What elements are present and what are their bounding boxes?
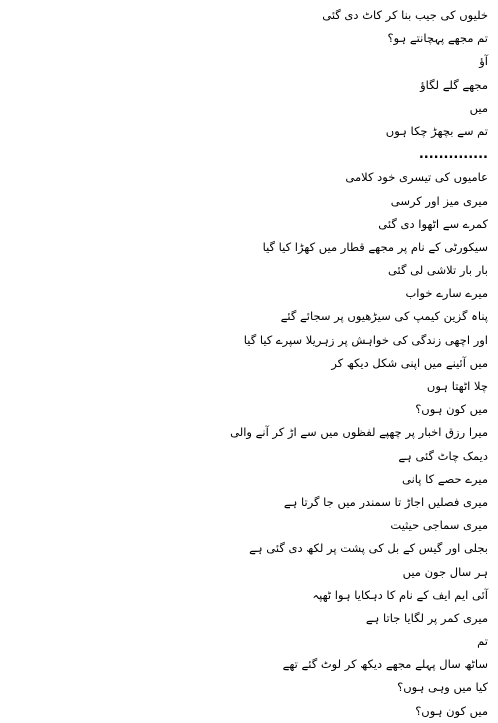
poem-line: میرا رزق اخبار پر چھپے لفظوں میں سے اڑ کر آنے والی (230, 425, 488, 440)
poem-line: تم مجھے پہچانتے ہو؟ (387, 31, 488, 46)
poem-line: میرے حصے کا پانی (402, 471, 488, 486)
poem-line: مجھے گلے لگاؤ (420, 77, 488, 92)
poem-line: پناہ گزین کیمپ کی سیڑھیوں پر سجائے گئے (280, 309, 488, 324)
poem-line: خلیوں کی جیب بنا کر کاٹ دی گئی (322, 8, 488, 22)
poem-line: میں کون ہوں؟ (415, 703, 488, 718)
poem-line: میرے سارے خواب (405, 286, 488, 301)
poem-line: تم سے بچھڑ چکا ہوں (385, 123, 488, 138)
poem-line: آؤ (479, 54, 488, 69)
poem-line: میری سماجی حیثیت (390, 518, 488, 533)
poem-title: عامیوں کی تیسری خود کلامی (345, 170, 488, 185)
poem-line: کمرے سے اٹھوا دی گئی (378, 216, 488, 231)
poem-line: میری میز اور کرسی (390, 193, 488, 208)
poem-text (0, 4, 488, 723)
poem-line: میں آئینے میں اپنی شکل دیکھ کر (331, 355, 488, 370)
poem-line: چلا اٹھتا ہوں (426, 379, 488, 393)
poem-line: اور اچھی زندگی کی خواہش پر زہریلا سپرے کیا گیا (243, 332, 488, 347)
poem-line: سیکورٹی کے نام پر مجھے قطار میں کھڑا کیا گیا (262, 239, 488, 254)
poem-line: آئی ایم ایف کے نام کا دہکایا ہوا ٹھپہ (312, 587, 488, 602)
poem-line: میں (469, 100, 488, 115)
poem-line: ہر سال جون میں (402, 564, 488, 579)
poem-line: بار بار تلاشی لی گئی (387, 263, 488, 278)
poem-line: ساٹھ سال پہلے مجھے دیکھ کر لوٹ گئے تھے (282, 657, 488, 672)
poem-line: میری کمر پر لگایا جاتا ہے (365, 610, 488, 625)
poem-line: بجلی اور گیس کے بل کی پشت پر لکھ دی گئی ہے (249, 541, 488, 556)
poem-line: میں کون ہوں؟ (415, 402, 488, 417)
poem-line: دیمک چاٹ گئی ہے (398, 448, 488, 463)
section-separator: .............. (418, 147, 488, 163)
poem-line: کیا میں وہی ہوں؟ (397, 680, 488, 695)
poem-line: میری فصلیں اجاڑ تا سمندر میں جا گرتا ہے (283, 494, 488, 509)
poem-line: تم (477, 634, 488, 649)
